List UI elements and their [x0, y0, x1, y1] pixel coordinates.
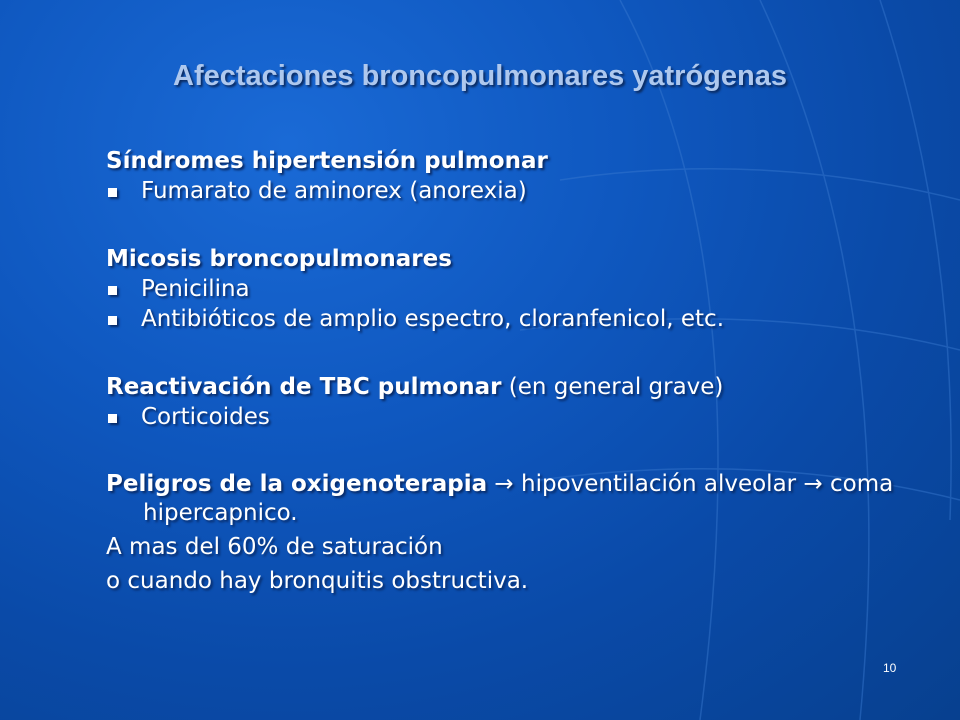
page-number: 10 — [883, 661, 897, 675]
section-heading-hypertension: Síndromes hipertensión pulmonar — [106, 148, 548, 174]
section-heading-tbc-bold: Reactivación de TBC pulmonar — [106, 374, 502, 400]
bullet-text: Antibióticos de amplio espectro, cloranfenicol, etc. — [141, 306, 725, 332]
oxygen-line-2: o cuando hay bronquitis obstructiva. — [106, 568, 529, 594]
bullet-square-icon — [108, 316, 117, 325]
bullet-text: Corticoides — [141, 404, 270, 430]
bullet-text: Fumarato de aminorex (anorexia) — [141, 178, 527, 204]
bullet-antibioticos — [106, 304, 906, 334]
spacer — [106, 432, 906, 470]
bullet-square-icon — [108, 188, 117, 197]
bullet-penicilina — [106, 274, 906, 304]
bullet-square-icon — [108, 286, 117, 295]
spacer — [106, 334, 906, 372]
bullet-square-icon — [108, 414, 117, 423]
oxygen-heading: Peligros de la oxigenoterapia — [106, 471, 488, 497]
slide-title: Afectaciones broncopulmonares yatrógenas — [173, 60, 787, 92]
oxygen-therapy-paragraph — [106, 470, 906, 528]
section-heading-mycosis: Micosis broncopulmonares — [106, 246, 452, 272]
spacer — [106, 206, 906, 244]
oxygen-line-1: A mas del 60% de saturación — [106, 534, 443, 560]
bullet-corticoides — [106, 402, 906, 432]
oxygen-text: → hipoventilación alveolar → coma hipercapnico. — [143, 471, 894, 526]
section-heading-tbc-suffix: (en general grave) — [501, 374, 724, 400]
slide-content — [106, 146, 906, 596]
bullet-text: Penicilina — [141, 276, 250, 302]
bullet-aminorex — [106, 176, 906, 206]
section-heading-tbc — [106, 372, 906, 402]
